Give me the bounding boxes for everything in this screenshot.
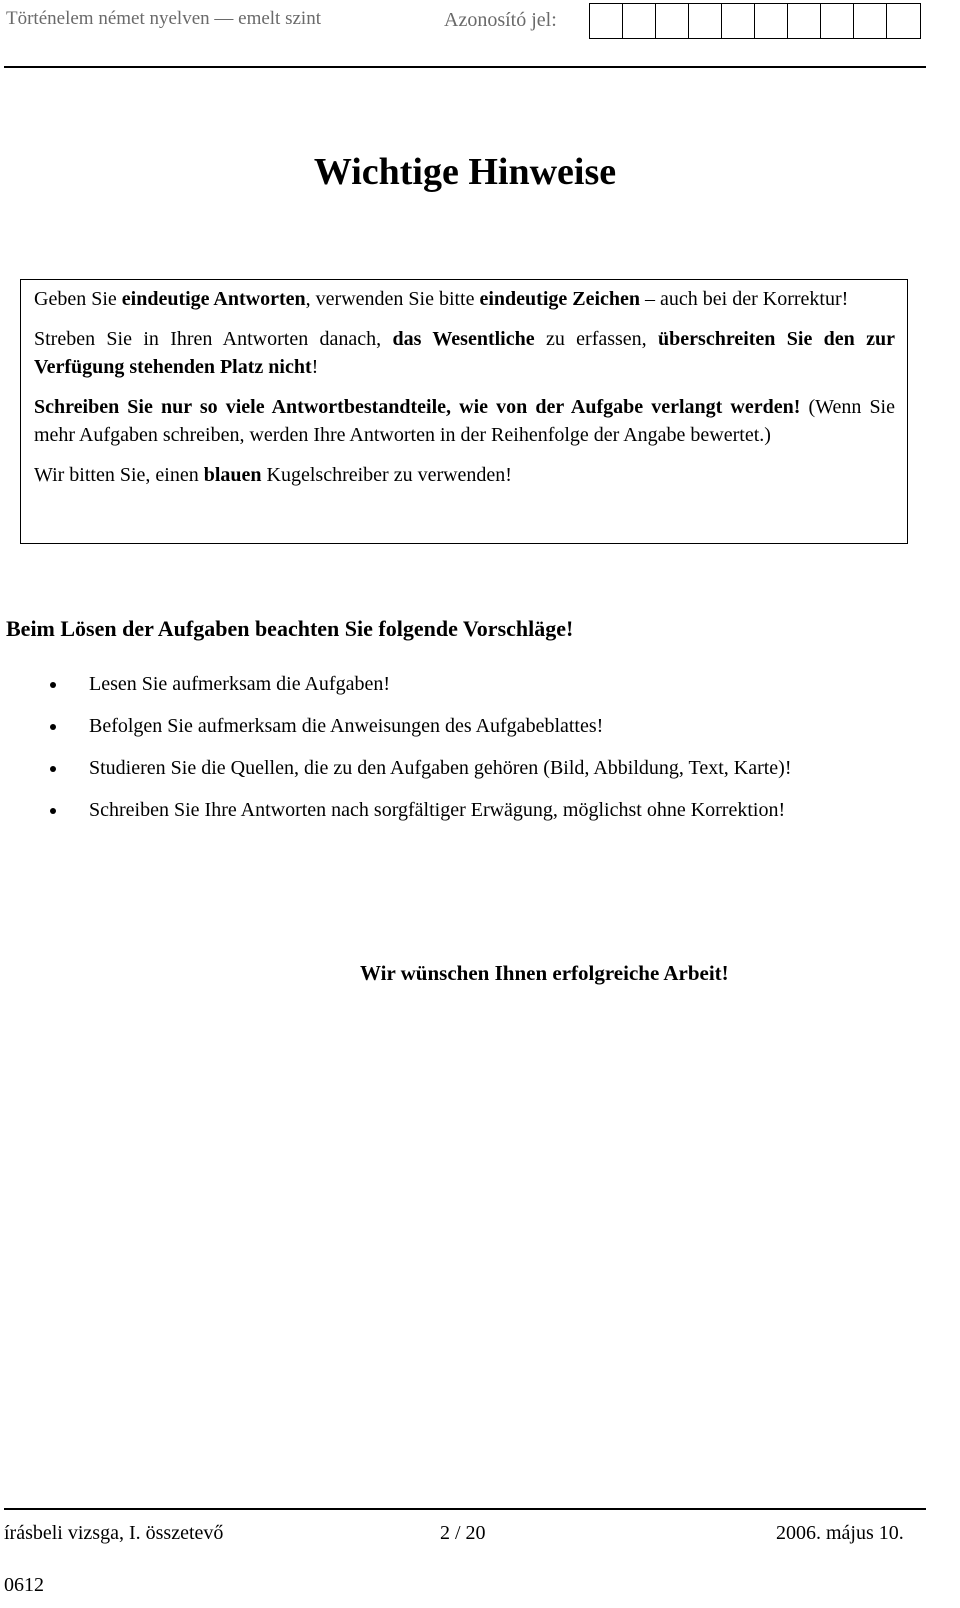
footer-date: 2006. május 10. xyxy=(776,1522,904,1544)
proposals-list xyxy=(0,670,930,838)
bullet-icon xyxy=(50,766,56,772)
footer-exam-part: írásbeli vizsga, I. összetevő xyxy=(4,1522,224,1544)
notice-paragraph-4: Wir bitten Sie, einen blauen Kugelschreiber zu verwenden! xyxy=(34,464,512,486)
list-item: Befolgen Sie aufmerksam die Anweisungen des Aufgabeblattes! xyxy=(0,712,930,740)
notice-paragraph-2: Streben Sie in Ihren Antworten danach, das Wesentliche zu erfassen, überschreiten Sie den zur Verfügung stehenden Platz nicht! xyxy=(34,328,895,378)
page-title: Wichtige Hinweise xyxy=(313,151,617,193)
identifier-box[interactable] xyxy=(755,4,788,38)
identifier-box[interactable] xyxy=(623,4,656,38)
notice-paragraph-3: Schreiben Sie nur so viele Antwortbestandteile, wie von der Aufgabe verlangt werden! (Wenn Sie mehr Aufgaben schreiben, werden Ihre Antworten in der Reihenfolge der Angabe bewertet.) xyxy=(34,396,895,446)
identifier-box[interactable] xyxy=(656,4,689,38)
bullet-icon xyxy=(50,682,56,688)
identifier-box[interactable] xyxy=(854,4,887,38)
proposals-heading: Beim Lösen der Aufgaben beachten Sie folgende Vorschläge! xyxy=(6,616,574,641)
identifier-box[interactable] xyxy=(689,4,722,38)
identifier-box[interactable] xyxy=(722,4,755,38)
header-divider xyxy=(4,66,926,68)
identifier-box[interactable] xyxy=(887,4,920,38)
identifier-box[interactable] xyxy=(590,4,623,38)
identifier-label: Azonosító jel: xyxy=(444,9,557,31)
footer-divider xyxy=(4,1508,926,1510)
footer-code: 0612 xyxy=(4,1574,44,1596)
closing-wish: Wir wünschen Ihnen erfolgreiche Arbeit! xyxy=(360,961,729,985)
identifier-box[interactable] xyxy=(821,4,854,38)
list-item: Schreiben Sie Ihre Antworten nach sorgfältiger Erwägung, möglichst ohne Korrektion! xyxy=(0,796,930,824)
identifier-box[interactable] xyxy=(788,4,821,38)
list-item: Lesen Sie aufmerksam die Aufgaben! xyxy=(0,670,930,698)
bullet-icon xyxy=(50,724,56,730)
notice-paragraph-1: Geben Sie eindeutige Antworten, verwenden Sie bitte eindeutige Zeichen – auch bei der Korrektur! xyxy=(34,288,849,310)
header-subject: Történelem német nyelven — emelt szint xyxy=(6,8,321,29)
bullet-icon xyxy=(50,808,56,814)
notice-box xyxy=(20,279,908,544)
list-item: Studieren Sie die Quellen, die zu den Aufgaben gehören (Bild, Abbildung, Text, Karte)! xyxy=(0,754,930,782)
identifier-boxes xyxy=(589,3,921,39)
page-number: 2 / 20 xyxy=(440,1522,486,1544)
